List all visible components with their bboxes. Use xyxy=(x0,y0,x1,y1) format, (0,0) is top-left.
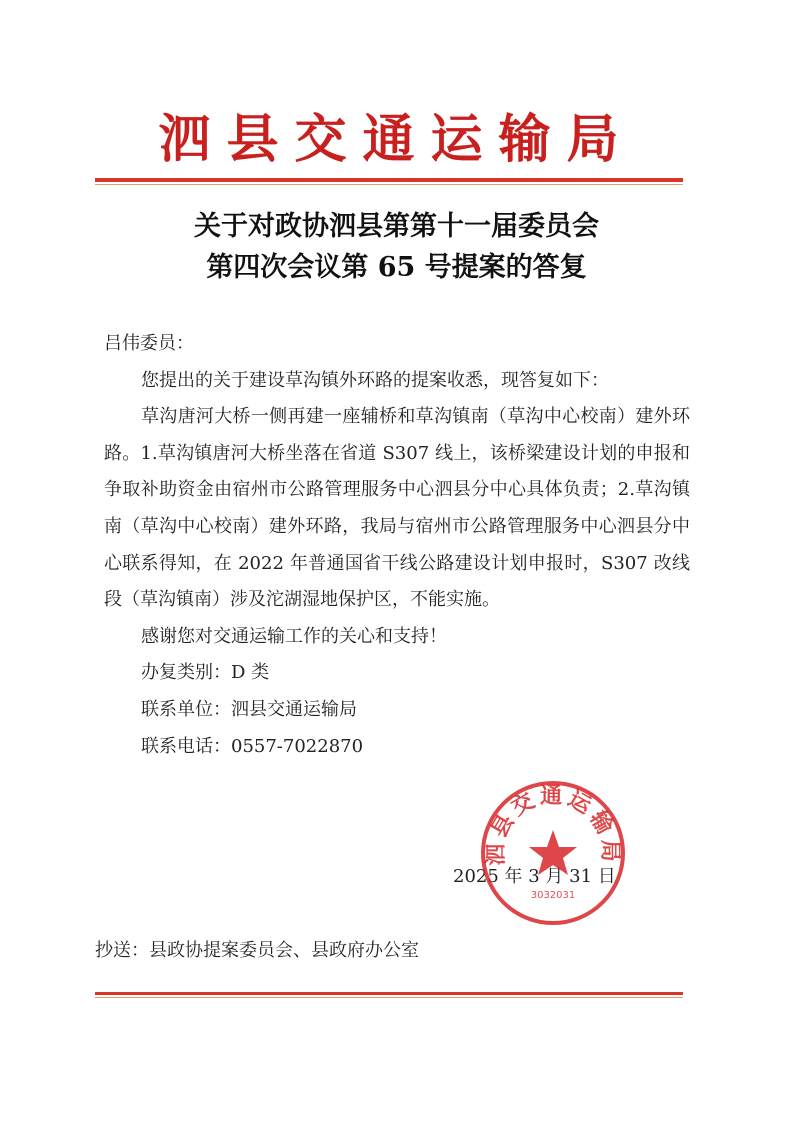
letterhead-org-name: 泗县交通运输局 xyxy=(158,109,635,170)
issue-date: 2025 年 3 月 31 日 xyxy=(453,866,616,887)
document-title xyxy=(0,206,793,288)
document-title-line2: 第四次会议第 65 号提案的答复 xyxy=(206,252,587,283)
footer-red-rule xyxy=(95,992,683,995)
document-body xyxy=(104,326,690,765)
official-seal-icon xyxy=(478,778,628,928)
document-title-line1: 关于对政协泗县第第十一届委员会 xyxy=(194,211,599,242)
contact-unit: 联系单位：泗县交通运输局 xyxy=(141,698,357,720)
salutation: 吕伟委员： xyxy=(104,333,194,354)
letterhead-thin-rule xyxy=(95,184,683,185)
reply-category: 办复类别：D 类 xyxy=(141,662,270,684)
letterhead-red-rule xyxy=(95,178,683,182)
body-paragraph-3: 感谢您对交通运输工作的关心和支持！ xyxy=(141,625,447,647)
contact-phone: 联系电话：0557-7022870 xyxy=(141,735,364,757)
body-paragraph-1: 您提出的关于建设草沟镇外环路的提案收悉，现答复如下： xyxy=(141,369,609,391)
seal-code: 3032031 xyxy=(530,890,576,901)
footer-thin-rule xyxy=(95,997,683,998)
seal-text: 泗县交通运输局 xyxy=(482,782,624,866)
cc-line: 抄送：县政协提案委员会、县政府办公室 xyxy=(95,940,419,961)
body-paragraph-2: 草沟唐河大桥一侧再建一座辅桥和草沟镇南（草沟中心校南）建外环路。1.草沟镇唐河大桥坐落在省道 S307 线上，该桥梁建设计划的申报和争取补助资金由宿州市公路管理服务中心泗县分中心具体负责；2.草沟镇南（草沟中心校南）建外环路，我局与宿州市公路管理服务中心泗县分中心联系得知，在 2022 年普通国省干线公路建设计划申报时，S307 改线段（草沟镇南）涉及沱湖湿地保护区，不能实施。 xyxy=(104,406,690,611)
